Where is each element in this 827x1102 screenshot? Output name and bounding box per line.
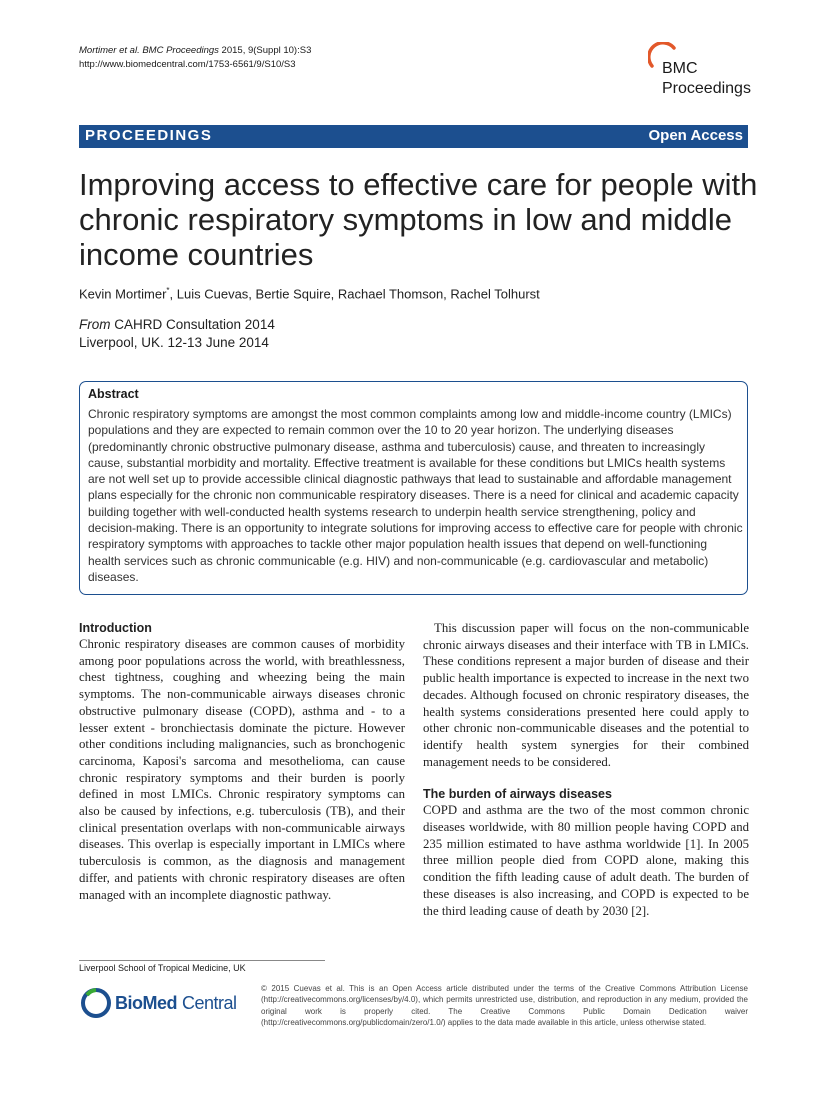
corresponding-mark: * xyxy=(166,286,170,295)
publisher-central: Central xyxy=(182,993,237,1013)
citation-volume: 2015, 9(Suppl 10):S3 xyxy=(218,45,312,56)
author-corresponding[interactable]: Kevin Mortimer xyxy=(79,286,167,302)
citation-line xyxy=(79,44,311,58)
conference-location: Liverpool, UK. 12-13 June 2014 xyxy=(79,335,269,350)
license-text: © 2015 Cuevas et al. This is an Open Access article distributed under the terms of the Creative Commons Attribution License (http://creativecommons.org/licenses/by/4.0), which permits unrestricted use, distribution, and reproduction in any medium, provided the original work is properly cited. The Creative Commons Public Domain Dedication waiver (http://creativecommons.org/publicdomain/zero/1.0/) applies to the data made available in this article, unless otherwise stated. xyxy=(261,984,748,1027)
banner-open-access: Open Access xyxy=(648,127,743,144)
introduction-paragraph: Chronic respiratory diseases are common causes of morbidity among poor populations across the world, with breathlessness, chest tightness, coughing and wheezing being the main symptoms. The non-communicable airways diseases chronic obstructive pulmonary disease (COPD), asthma and - to a lesser extent - bronchiectasis dominate the picture. However other conditions including malignancies, such as bronchogenic carcinoma, Kaposi's sarcoma and mesothelioma, can cause chronic respiratory symptoms and their burden is poorly defined in most LMICs. Chronic respiratory symptoms can also be caused by infections, e.g. tuberculosis (TB), and their clinical presentation overlaps with non-communicable airways diseases. This overlap is especially important in LMICs where tuberculosis is common, as the diagnosis and management differ, and patients with chronic respiratory diseases are often managed with an incomplete diagnostic pathway. xyxy=(79,637,405,902)
conference-name: CAHRD Consultation 2014 xyxy=(110,317,275,332)
from-label: From xyxy=(79,317,111,332)
affiliation-footnote: Liverpool School of Tropical Medicine, UK xyxy=(79,963,246,973)
citation-header xyxy=(79,44,311,72)
conference-info xyxy=(79,316,275,352)
author-list xyxy=(79,286,540,301)
biomed-ring-icon xyxy=(79,986,113,1020)
publisher-biomed: BioMed xyxy=(115,993,177,1013)
abstract-box xyxy=(79,381,748,595)
body-column-right xyxy=(423,620,749,919)
banner-proceedings: PROCEEDINGS xyxy=(85,127,213,144)
introduction-heading: Introduction xyxy=(79,621,152,635)
bmc-proceedings-logo xyxy=(648,42,758,102)
body-column-left xyxy=(79,620,405,903)
citation-journal: Mortimer et al. BMC Proceedings xyxy=(79,45,219,56)
conference-line xyxy=(79,316,275,334)
logo-line-bmc: BMC xyxy=(662,60,698,77)
logo-line-proceedings: Proceedings xyxy=(662,80,751,97)
footnote-divider xyxy=(79,960,325,961)
author-others: , Luis Cuevas, Bertie Squire, Rachael Thomson, Rachel Tolhurst xyxy=(169,286,540,302)
discussion-paragraph: This discussion paper will focus on the non-communicable chronic airways diseases and their interface with TB in LMICs. These conditions represent a major burden of disease and their public health importance is expected to increase in the next two decades. Although focused on chronic respiratory diseases, the health systems considerations presented here could apply to other chronic non-communicable diseases and the potential to identify health system synergies for their combined management needs to be considered. xyxy=(423,621,749,769)
section-banner xyxy=(79,125,748,148)
abstract-heading: Abstract xyxy=(88,387,139,401)
article-url[interactable]: http://www.biomedcentral.com/1753-6561/9/S10/S3 xyxy=(79,59,296,70)
biomed-central-logo xyxy=(79,986,239,1020)
burden-heading: The burden of airways diseases xyxy=(423,787,612,802)
abstract-text: Chronic respiratory symptoms are amongst the most common complaints among low and middle-income country (LMICs) populations and they are expected to remain common over the 10 to 20 year horizon. The underlying diseases (predominantly chronic obstructive pulmonary disease, asthma and tuberculosis) cause, and threaten to increasingly cause, substantial morbidity and mortality. Effective treatment is available for these conditions but LMICs health systems are not well set up to provide accessible clinical diagnostic pathways that lead to sustainable and affordable management plans especially for the chronic non communicable respiratory diseases. There is a need for clinical and academic capacity building together with well-conducted health systems research to underpin health service strengthening, policy and decision-making. There is an opportunity to integrate solutions for improving access to effective care for people with chronic respiratory symptoms with approaches to tackle other major population health issues that depend on well-functioning health services such as chronic communicable (e.g. HIV) and non-communicable (e.g. cardiovascular and metabolic) diseases. xyxy=(88,407,743,584)
burden-paragraph: COPD and asthma are the two of the most common chronic diseases worldwide, with 80 million people having COPD and 235 million estimated to have asthma worldwide [1]. In 2005 three million people died from COPD alone, making this condition the fifth leading cause of adult death. The burden of these diseases is also increasing, and COPD is expected to be the third leading cause of death by 2030 [2]. xyxy=(423,803,749,918)
article-title: Improving access to effective care for people with chronic respiratory symptoms in low and middle income countries xyxy=(79,167,758,272)
